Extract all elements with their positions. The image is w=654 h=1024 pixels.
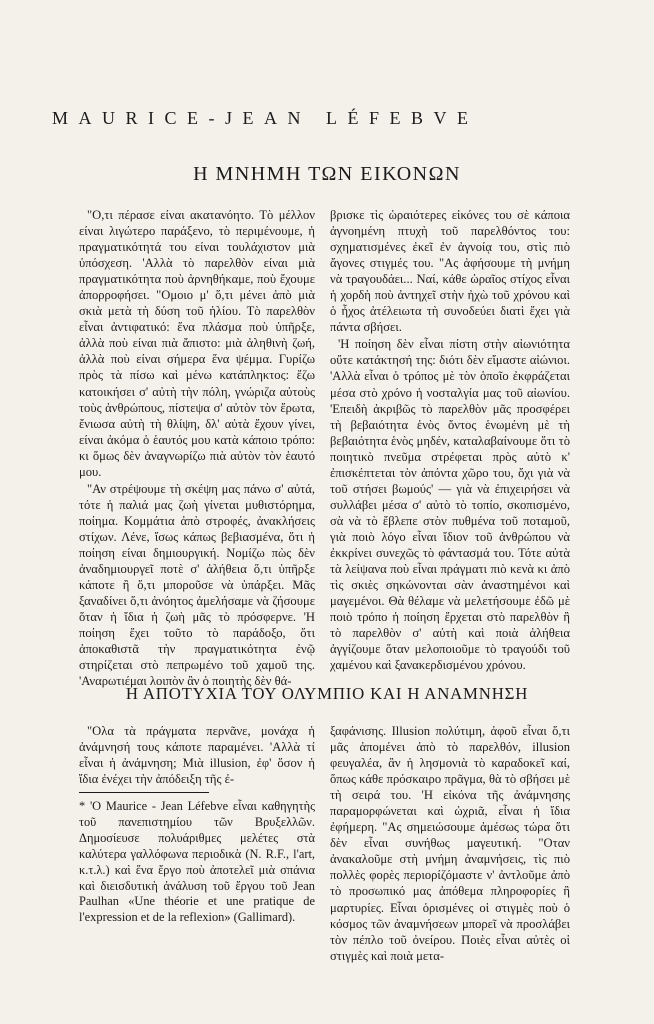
section2-left-column [79,723,315,787]
section1-right-column [330,207,570,672]
author-header: MAURICE-JEAN LÉFEBVE [52,108,479,128]
section1-left-column [79,207,315,689]
body-paragraph: βρισκε τὶς ὡραιότερες εἰκόνες του σὲ κάποια ἀγνοημένη πτυχὴ τοῦ παρελθόντος του: σχηματισμένες ἐκεῖ ἐν ἀγνοίᾳ του, στὶς πιὸ ἄγονες στιγμές του. "Ας ἀφήσουμε τὴ μνήμη νὰ τραγουδάει... Ναί, κάθε ὡραῖος στίχος εἶναι ἡ χορδὴ ποὺ ἀντηχεῖ στὴν ἠχὼ τοῦ χρόνου καὶ ὁ ἦχος ἀτέλειωτα τὴ συνοδεύει διατὶ ἔχει γιὰ πάντα σβήσει. [330,208,570,335]
body-paragraph: "Αν στρέψουμε τὴ σκέψη μας πάνω σ' αὐτά, τότε ἡ παλιά μας ζωὴ γίνεται μυθιστόρημα, ποίημα. Κομμάτια ἀπὸ στροφές, ἀνακλήσεις στίχων. Λένε, ἴσως κάπως βεβιασμένα, ὅτι ἡ ποίηση είναι δημιουργική. Νομίζω πὼς δὲν ἀναδημιουργεῖ ποτὲ σ' ἀλήθεια ὅ,τι ὑπῆρξε κάποτε ἢ ὅ,τι μποροῦσε νὰ ὑπάρξει. Μᾶς ξαναδίνει ὅ,τι ἀνόητος ἀμελήσαμε νὰ ζήσουμε ὅταν ἡ ἴδια ἡ ζωὴ μᾶς τὸ πρόσφερνε. 'Η ποίηση ἔχει τοῦτο τὸ παράδοξο, ὅτι ἀποκαθιστᾶ τὴν πραγματικότητα ἐνῷ στηρίζεται στὸ πεπρωμένο τοῦ χαμοῦ της. 'Αναρωτιέμαι λοιπὸν ἂν ὁ ποιητὴς δὲν θά- [79,481,315,689]
body-paragraph: "Ο,τι πέρασε είναι ακατανόητο. Τὸ μέλλον είναι λιγώτερο παράξενο, τὸ περιμένουμε, ἡ πραγματικότητά του είναι τουλάχιστον μιὰ ὑπόσχεση. 'Αλλὰ τὸ παρελθὸν είναι μιὰ πραγματικότητα ποὺ ἀρνηθήκαμε, ποὺ ἔχουμε ἀπορροφήσει. "Ομοιο μ' ὅ,τι μένει ἀπὸ μιὰ σκιὰ μετὰ τὴ δύση τοῦ ἡλίου. Τὸ παρελθὸν εἶναι ἀντιφατικό: ἕνα πλάσμα ποὺ ὑπῆρξε, ἀλλὰ ποὺ είναι πιὰ ἄπιστο: μιὰ ἀληθινὴ ζωή, ἀλλὰ ποὺ είναι σήμερα ἕνα ψέμμα. Γυρίζω πρὸς τὰ πίσω καὶ μένω κατάπληκτος: ἔζω κατοικήσει σ' αὐτὴ τὴν πόλη, γνώριζα αὐτοὺς τοὺς ἀνθρώπους, πίστεψα σ' αὐτὸν τὸν ἔρωτα, ἔνιωσα αὐτὴ τὴ θλίψη, δλ' αὐτὰ ἔχουν γίνει, είναι ἀκόμα ὁ ἑαυτός μου κατὰ κάποιο τρόπο: κι ὅμως δὲν ἀναγνωρίζω πιὰ αὐτὸν τὸν ἑαυτό μου. [79,208,315,479]
body-paragraph: 'Η ποίηση δὲν εἶναι πίστη στὴν αἰωνιότητα οὔτε κατάκτησή της: διότι δὲν εἴμαστε αἰώνιοι. 'Αλλὰ εἶναι ὁ τρόπος μὲ τὸν ὁποῖο ἐκφράζεται μέσα στὸ χρόνο ἡ νοσταλγία μας τοῦ αἰωνίου. 'Επειδὴ ἀκριβῶς τὸ παρελθὸν μᾶς προσφέρει τὴ βεβαιότητα ἑνὸς ὄντος ἑνωμένη μὲ τὴ βεβαιότητα ἑνὸς μηδέν, καταλαβαίνουμε ὅτι τὸ ποιητικὸ πνεῦμα στρέφεται πρὸς αὐτὸ κ' ἐπισκέπτεται τὸν ἀπόντα χῶρο του, ὄχι γιὰ νὰ τοῦ στήσει βωμούς' — γιὰ νὰ ἐπιχειρήσει νὰ συλλάβει μέσα σ' αὐτὸ τὸ τοπίο, σκοπισμένο, σὰ νὰ τὸ ἔβλεπε στὸν πυθμένα τοῦ ποταμοῦ, γιὰ ποιὸ λόγο εἶναι ἴδιον τοῦ ἀνθρώπου νὰ ἐκκρίνει συνεχῶς τὸ φάντασμά του. Τότε αὐτὰ τὰ λείψανα ποὺ εἶναι πράγματι πιὸ κενὰ κι ἀπὸ τὶς σκιὲς σηκώνονται σὰν ἀναστημένοι καὶ μαγεμένοι. Θὰ θέλαμε νὰ μελετήσουμε ἐδῶ μὲ ποιὸ τρόπο ἡ ποίηση ἔρχεται στὸ παρελθὸν ἢ τὸ παρελθὸν σ' αὐτὴ καὶ ποιὰ ἀλήθεια ἀγγίζουμε ὅταν μελοποιοῦμε τὸ τραγούδι τοῦ χαμένου καὶ ξανακερδισμένου χρόνου. [330,337,570,673]
section-title-mnimi: Η ΜΝΗΜΗ ΤΩΝ ΕΙΚΟΝΩΝ [193,163,461,185]
footnote: * 'Ο Maurice - Jean Léfebve εἶναι καθηγητὴς τοῦ πανεπιστημίου τῶν Βρυξελλῶν. Δημοσίευσε πολυάριθμες μελέτες στὰ καλύτερα γαλλόφωνα περιοδικὰ (N. R.F., l'art, κ.τ.λ.) καὶ ἕνα ἔργο ποὺ ἀποτελεῖ μιὰ σπάνια καὶ διεισδυτικὴ ἀνάλυση τοῦ ἔργου τοῦ Jean Paulhan «Une théorie et une pratique de l'expression et de la reflexion» (Gallimard). [79,799,315,925]
footnote-divider [79,792,209,793]
section2-right-column [330,723,570,987]
body-paragraph: ξαφάνισης. Illusion πολύτιμη, ἀφοῦ εἶναι ὅ,τι μᾶς ἀπομένει ἀπὸ τὸ παρελθόν, illusion φευγαλέα, ἂν ἡ λησμονιὰ τὸ καραδοκεῖ καί, ὅπως κάθε πρόσκαιρο πρᾶγμα, θὰ τὸ σβήσει μὲ τὴ σειρά του. 'Η εἰκόνα τῆς ἀνάμνησης παραμορφώνεται καὶ ὠχριᾶ, εἶναι ἡ ἴδια ἐφήμερη. "Ας σημειώσουμε ἀμέσως τώρα ὅτι δὲν εἶναι συνήθως μαγευτική. "Οταν ἀνακαλοῦμε στὴ μνήμη ἀναμνήσεις, τὶς πιὸ πολλὲς φορὲς περιορίζόμαστε ν' ἀντλοῦμε ἀπὸ τὸ προσωπικό μας ἀπόθεμα πληροφορίες ἢ μαρτυρίες. Εἶναι ὁρισμένες οἱ στιγμὲς ποὺ ὁ κόσμος τῶν ἀναμνήσεων μπορεῖ νὰ προσλάβει τὸν πέπλο τοῦ ὀνείρου. Ποιὲς εἶναι αὐτὲς οἱ στιγμὲς καὶ ποιὰ μετα- [330,724,570,963]
body-paragraph: "Ολα τὰ πράγματα περνᾶνε, μονάχα ἡ ἀνάμνησή τους κάποτε παραμένει. 'Αλλὰ τί εἶναι ἡ ἀνάμνηση; Μιὰ illusion, ἐφ' ὅσον ἡ ἴδια ἐνέχει τὴν ἀπόδειξη τῆς ἐ- [79,724,315,787]
section-title-apotyxia: Η ΑΠΟΤΥΧΙΑ ΤΟΥ ΟΛΥΜΠΙΟ ΚΑΙ Η ΑΝΑΜΝΗΣΗ [125,684,529,703]
